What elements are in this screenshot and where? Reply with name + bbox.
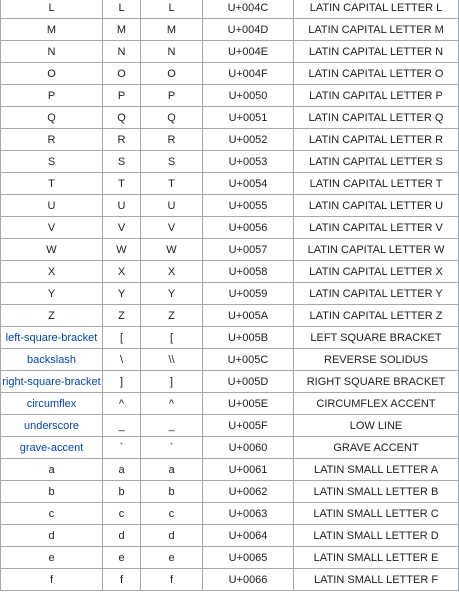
code-point-cell: U+0056 xyxy=(203,217,294,239)
escaped-glyph-cell: Z xyxy=(141,305,203,327)
glyph-cell: U xyxy=(103,195,141,217)
code-point-cell: U+0050 xyxy=(203,85,294,107)
unicode-name-cell: LATIN CAPITAL LETTER O xyxy=(294,63,459,85)
table-row xyxy=(1,173,459,195)
escaped-glyph-cell: U xyxy=(141,195,203,217)
char-name-cell[interactable]: right-square-bracket xyxy=(1,371,103,393)
glyph-cell: a xyxy=(103,459,141,481)
table-row xyxy=(1,547,459,569)
escaped-glyph-cell: S xyxy=(141,151,203,173)
escaped-glyph-cell: b xyxy=(141,481,203,503)
code-point-cell: U+0055 xyxy=(203,195,294,217)
table-row xyxy=(1,503,459,525)
table-row xyxy=(1,459,459,481)
code-point-cell: U+004D xyxy=(203,19,294,41)
unicode-name-cell: LOW LINE xyxy=(294,415,459,437)
unicode-name-cell: LATIN CAPITAL LETTER M xyxy=(294,19,459,41)
char-name-cell: W xyxy=(1,239,103,261)
glyph-cell: N xyxy=(103,41,141,63)
glyph-cell: c xyxy=(103,503,141,525)
escaped-glyph-cell: _ xyxy=(141,415,203,437)
char-name-cell: e xyxy=(1,547,103,569)
code-point-cell: U+0063 xyxy=(203,503,294,525)
code-point-cell: U+0065 xyxy=(203,547,294,569)
char-name-cell: Y xyxy=(1,283,103,305)
escaped-glyph-cell: Q xyxy=(141,107,203,129)
table-row xyxy=(1,305,459,327)
glyph-cell: Z xyxy=(103,305,141,327)
table-row xyxy=(1,0,459,19)
code-point-cell: U+005A xyxy=(203,305,294,327)
table-row xyxy=(1,195,459,217)
glyph-cell: ^ xyxy=(103,393,141,415)
table-row xyxy=(1,371,459,393)
glyph-cell: d xyxy=(103,525,141,547)
unicode-name-cell: LATIN SMALL LETTER A xyxy=(294,459,459,481)
escaped-glyph-cell: e xyxy=(141,547,203,569)
unicode-name-cell: LEFT SQUARE BRACKET xyxy=(294,327,459,349)
code-point-cell: U+005C xyxy=(203,349,294,371)
table-row xyxy=(1,85,459,107)
code-point-cell: U+004E xyxy=(203,41,294,63)
code-point-cell: U+0058 xyxy=(203,261,294,283)
escaped-glyph-cell: N xyxy=(141,41,203,63)
table-row xyxy=(1,217,459,239)
char-name-cell: U xyxy=(1,195,103,217)
char-name-cell[interactable]: underscore xyxy=(1,415,103,437)
table-row xyxy=(1,415,459,437)
unicode-name-cell: LATIN CAPITAL LETTER X xyxy=(294,261,459,283)
code-point-cell: U+0066 xyxy=(203,569,294,591)
escaped-glyph-cell: ` xyxy=(141,437,203,459)
table-row xyxy=(1,151,459,173)
code-point-cell: U+0054 xyxy=(203,173,294,195)
unicode-name-cell: REVERSE SOLIDUS xyxy=(294,349,459,371)
glyph-cell: b xyxy=(103,481,141,503)
table-row xyxy=(1,129,459,151)
unicode-name-cell: GRAVE ACCENT xyxy=(294,437,459,459)
char-name-cell[interactable]: backslash xyxy=(1,349,103,371)
char-name-cell: T xyxy=(1,173,103,195)
char-name-cell: M xyxy=(1,19,103,41)
glyph-cell: O xyxy=(103,63,141,85)
escaped-glyph-cell: ^ xyxy=(141,393,203,415)
escaped-glyph-cell: R xyxy=(141,129,203,151)
unicode-name-cell: LATIN CAPITAL LETTER P xyxy=(294,85,459,107)
table-row xyxy=(1,349,459,371)
char-name-cell: R xyxy=(1,129,103,151)
char-name-cell: P xyxy=(1,85,103,107)
glyph-cell: _ xyxy=(103,415,141,437)
unicode-name-cell: LATIN SMALL LETTER D xyxy=(294,525,459,547)
unicode-name-cell: LATIN SMALL LETTER E xyxy=(294,547,459,569)
table-row xyxy=(1,327,459,349)
escaped-glyph-cell: M xyxy=(141,19,203,41)
escaped-glyph-cell: d xyxy=(141,525,203,547)
char-name-cell: L xyxy=(1,0,103,19)
unicode-name-cell: LATIN CAPITAL LETTER S xyxy=(294,151,459,173)
escaped-glyph-cell: O xyxy=(141,63,203,85)
code-point-cell: U+005B xyxy=(203,327,294,349)
char-name-cell[interactable]: grave-accent xyxy=(1,437,103,459)
unicode-name-cell: LATIN CAPITAL LETTER W xyxy=(294,239,459,261)
unicode-name-cell: LATIN CAPITAL LETTER R xyxy=(294,129,459,151)
glyph-cell: R xyxy=(103,129,141,151)
glyph-cell: [ xyxy=(103,327,141,349)
char-name-cell: Z xyxy=(1,305,103,327)
table-row xyxy=(1,261,459,283)
code-point-cell: U+0062 xyxy=(203,481,294,503)
code-point-cell: U+0051 xyxy=(203,107,294,129)
unicode-name-cell: LATIN CAPITAL LETTER N xyxy=(294,41,459,63)
code-point-cell: U+005E xyxy=(203,393,294,415)
escaped-glyph-cell: L xyxy=(141,0,203,19)
escaped-glyph-cell: c xyxy=(141,503,203,525)
glyph-cell: ] xyxy=(103,371,141,393)
unicode-name-cell: RIGHT SQUARE BRACKET xyxy=(294,371,459,393)
table-row xyxy=(1,525,459,547)
glyph-cell: M xyxy=(103,19,141,41)
glyph-cell: e xyxy=(103,547,141,569)
unicode-name-cell: LATIN CAPITAL LETTER Y xyxy=(294,283,459,305)
table-row xyxy=(1,239,459,261)
char-name-cell: a xyxy=(1,459,103,481)
glyph-cell: W xyxy=(103,239,141,261)
unicode-name-cell: LATIN SMALL LETTER B xyxy=(294,481,459,503)
escaped-glyph-cell: \\ xyxy=(141,349,203,371)
escaped-glyph-cell: T xyxy=(141,173,203,195)
table-row xyxy=(1,63,459,85)
code-point-cell: U+004C xyxy=(203,0,294,19)
glyph-cell: V xyxy=(103,217,141,239)
glyph-cell: Y xyxy=(103,283,141,305)
glyph-cell: P xyxy=(103,85,141,107)
table-row xyxy=(1,569,459,591)
char-name-cell: b xyxy=(1,481,103,503)
escaped-glyph-cell: ] xyxy=(141,371,203,393)
unicode-name-cell: LATIN SMALL LETTER C xyxy=(294,503,459,525)
code-point-cell: U+005D xyxy=(203,371,294,393)
table-row xyxy=(1,437,459,459)
code-point-cell: U+0061 xyxy=(203,459,294,481)
table-row xyxy=(1,481,459,503)
unicode-name-cell: LATIN CAPITAL LETTER Z xyxy=(294,305,459,327)
code-point-cell: U+0064 xyxy=(203,525,294,547)
unicode-name-cell: LATIN CAPITAL LETTER L xyxy=(294,0,459,19)
unicode-name-cell: LATIN CAPITAL LETTER U xyxy=(294,195,459,217)
code-point-cell: U+0052 xyxy=(203,129,294,151)
code-point-cell: U+0057 xyxy=(203,239,294,261)
unicode-name-cell: LATIN CAPITAL LETTER Q xyxy=(294,107,459,129)
table-row xyxy=(1,283,459,305)
char-name-cell: c xyxy=(1,503,103,525)
escaped-glyph-cell: X xyxy=(141,261,203,283)
table-row xyxy=(1,41,459,63)
character-table-body xyxy=(1,0,459,591)
unicode-name-cell: LATIN CAPITAL LETTER T xyxy=(294,173,459,195)
glyph-cell: L xyxy=(103,0,141,19)
glyph-cell: Q xyxy=(103,107,141,129)
char-name-cell: f xyxy=(1,569,103,591)
table-row xyxy=(1,393,459,415)
unicode-name-cell: LATIN CAPITAL LETTER V xyxy=(294,217,459,239)
char-name-cell[interactable]: circumflex xyxy=(1,393,103,415)
code-point-cell: U+0060 xyxy=(203,437,294,459)
escaped-glyph-cell: Y xyxy=(141,283,203,305)
char-name-cell: V xyxy=(1,217,103,239)
code-point-cell: U+005F xyxy=(203,415,294,437)
code-point-cell: U+0059 xyxy=(203,283,294,305)
char-name-cell: O xyxy=(1,63,103,85)
char-name-cell: X xyxy=(1,261,103,283)
unicode-name-cell: LATIN SMALL LETTER F xyxy=(294,569,459,591)
escaped-glyph-cell: V xyxy=(141,217,203,239)
escaped-glyph-cell: f xyxy=(141,569,203,591)
glyph-cell: S xyxy=(103,151,141,173)
table-row xyxy=(1,107,459,129)
escaped-glyph-cell: [ xyxy=(141,327,203,349)
char-name-cell: N xyxy=(1,41,103,63)
escaped-glyph-cell: W xyxy=(141,239,203,261)
glyph-cell: f xyxy=(103,569,141,591)
code-point-cell: U+0053 xyxy=(203,151,294,173)
char-name-cell: d xyxy=(1,525,103,547)
char-name-cell: S xyxy=(1,151,103,173)
unicode-name-cell: CIRCUMFLEX ACCENT xyxy=(294,393,459,415)
char-name-cell: Q xyxy=(1,107,103,129)
escaped-glyph-cell: P xyxy=(141,85,203,107)
glyph-cell: X xyxy=(103,261,141,283)
table-row xyxy=(1,19,459,41)
char-name-cell[interactable]: left-square-bracket xyxy=(1,327,103,349)
code-point-cell: U+004F xyxy=(203,63,294,85)
escaped-glyph-cell: a xyxy=(141,459,203,481)
glyph-cell: ` xyxy=(103,437,141,459)
glyph-cell: \ xyxy=(103,349,141,371)
glyph-cell: T xyxy=(103,173,141,195)
